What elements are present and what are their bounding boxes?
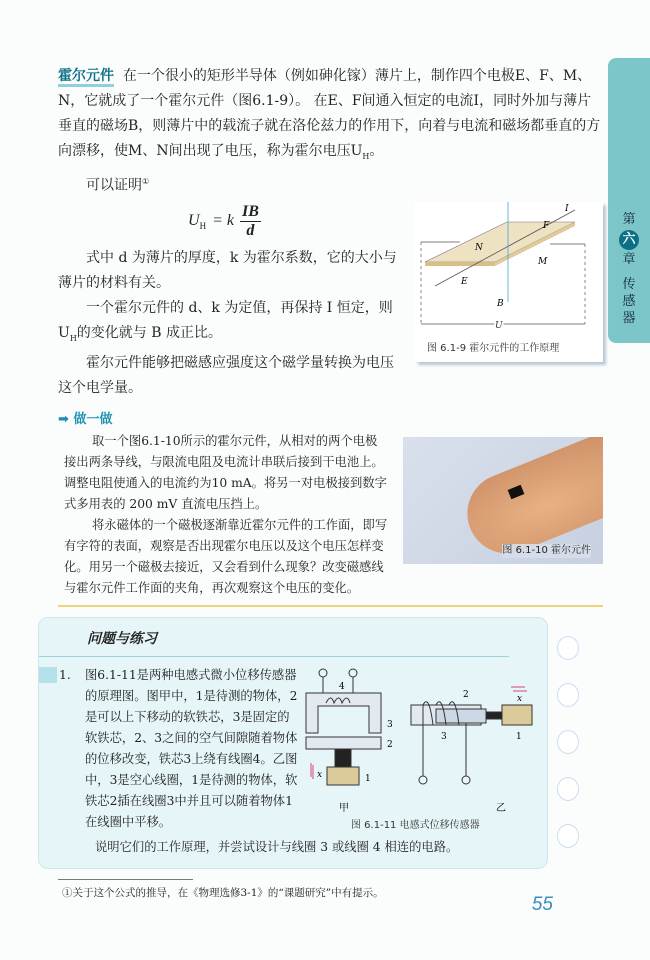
inductive-sensor-diagram — [301, 665, 546, 815]
exercise-title: 问题与练习 — [87, 631, 157, 648]
label-x: x — [317, 770, 323, 781]
photo-caption: 图 6.1-10 霍尔元件 — [502, 545, 591, 557]
label-I: I — [565, 204, 569, 215]
footnote: ①关于这个公式的推导，在《物理选修3-1》的“课题研究”中有提示。 — [62, 887, 384, 900]
label-3: 3 — [387, 720, 393, 731]
paragraph: 霍尔元件 在一个很小的矩形半导体（例如砷化镓）薄片上，制作四个电极E、F、M、N，它就成了一个霍尔元件（图6.1-9）。 在E、F间通入恒定的电流I，同时外加与薄片垂直的磁场B，则薄片中的载流子就在洛伦兹力的作用下，向着与电流和磁场都垂直的方向漂移，使M、N间出现了电压，称为霍尔电压$U_H$。 — [58, 68, 601, 161]
figure-caption: 图 6.1-11 电感式位移传感器 — [351, 820, 480, 832]
divider — [58, 605, 603, 607]
label-1b: 1 — [516, 732, 522, 743]
label-1: 1 — [365, 774, 371, 785]
label-U: U — [495, 321, 503, 332]
label-4: 4 — [339, 682, 345, 693]
section-intro — [58, 64, 603, 198]
footnote-ref[interactable]: ① — [142, 176, 150, 186]
subfig-label-b: 乙 — [496, 803, 506, 815]
label-2b: 2 — [463, 690, 469, 701]
paragraph: 可以证明① — [86, 176, 150, 194]
paragraph: 霍尔元件能够把磁感应强度这个磁学量转换为电压这个电学量。 — [58, 355, 394, 397]
label-N: N — [475, 243, 483, 254]
question-text: 图6.1-11是两种电感式微小位移传感器的原理图。图甲中，1是待测的物体，2是可以上下移动的软铁芯，3是固定的软铁芯，2、3之间的空气间隙随着物体的位移改变，铁芯3上绕有线圈4。乙图中，3是空心线圈，1是待测的物体，软铁芯2插在线圈3中并且可以随着物体1在线圈中平移。 — [85, 668, 298, 830]
paragraph: 取一个图6.1-10所示的霍尔元件，从相对的两个电极接出两条导线，与限流电阻及电流计串联后接到干电池上。调整电阻使通入的电流约为10 mA。将另一对电极接到数字式多用表的 200 mV 直流电压挡上。 — [64, 434, 387, 512]
question-tail: 说明它们的工作原理，并尝试设计与线圈 3 或线圈 4 相连的电路。 — [95, 840, 459, 855]
label-xb: x — [517, 694, 523, 705]
chapter-side-tab — [608, 58, 650, 343]
figure-hall-principle — [415, 202, 603, 362]
chapter-suffix: 章 — [622, 252, 636, 267]
label-E: E — [461, 277, 468, 288]
title-rule — [39, 656, 509, 657]
label-F: F — [543, 221, 550, 232]
label-M: M — [538, 257, 548, 268]
figure-caption: 图 6.1-9 霍尔元件的工作原理 — [427, 343, 560, 355]
footnote-rule — [58, 879, 193, 880]
activity-heading: ➡ 做一做 — [58, 412, 113, 428]
question-number: 1. — [39, 665, 81, 833]
page-number: 55 — [531, 894, 553, 916]
label-B: B — [497, 299, 504, 310]
photo-hall-element — [403, 437, 603, 564]
subfig-label-a: 甲 — [339, 803, 349, 815]
term-heading: 霍尔元件 — [58, 68, 114, 87]
page-content — [58, 64, 603, 916]
chapter-prefix: 第 — [622, 212, 636, 227]
formula: $U_H$ = k IB d — [188, 202, 259, 239]
label-3b: 3 — [441, 732, 447, 743]
chapter-title: 传感器 — [622, 277, 636, 326]
paragraph: 将永磁体的一个磁极逐渐靠近霍尔元件的工作面，即写有字符的表面，观察是否出现霍尔电压以及这个电压怎样变化。用另一个磁极去接近，又会看到什么现象？改变磁感线与霍尔元件工作面的夹角，再次观察这个电压的变化。 — [64, 518, 388, 596]
paragraph: 式中 d 为薄片的厚度，k 为霍尔系数，它的大小与薄片的材料有关。 — [58, 250, 397, 292]
chapter-number: 六 — [619, 230, 639, 250]
hall-element-diagram — [415, 202, 603, 342]
paragraph: 一个霍尔元件的 d、k 为定值，再保持 I 恒定，则 $U_H$的变化就与 B 成正比。 — [58, 300, 393, 344]
label-2: 2 — [387, 740, 393, 751]
arrow-icon: ➡ — [58, 412, 69, 428]
exercise-box — [38, 617, 548, 869]
binder-rings — [557, 636, 581, 848]
